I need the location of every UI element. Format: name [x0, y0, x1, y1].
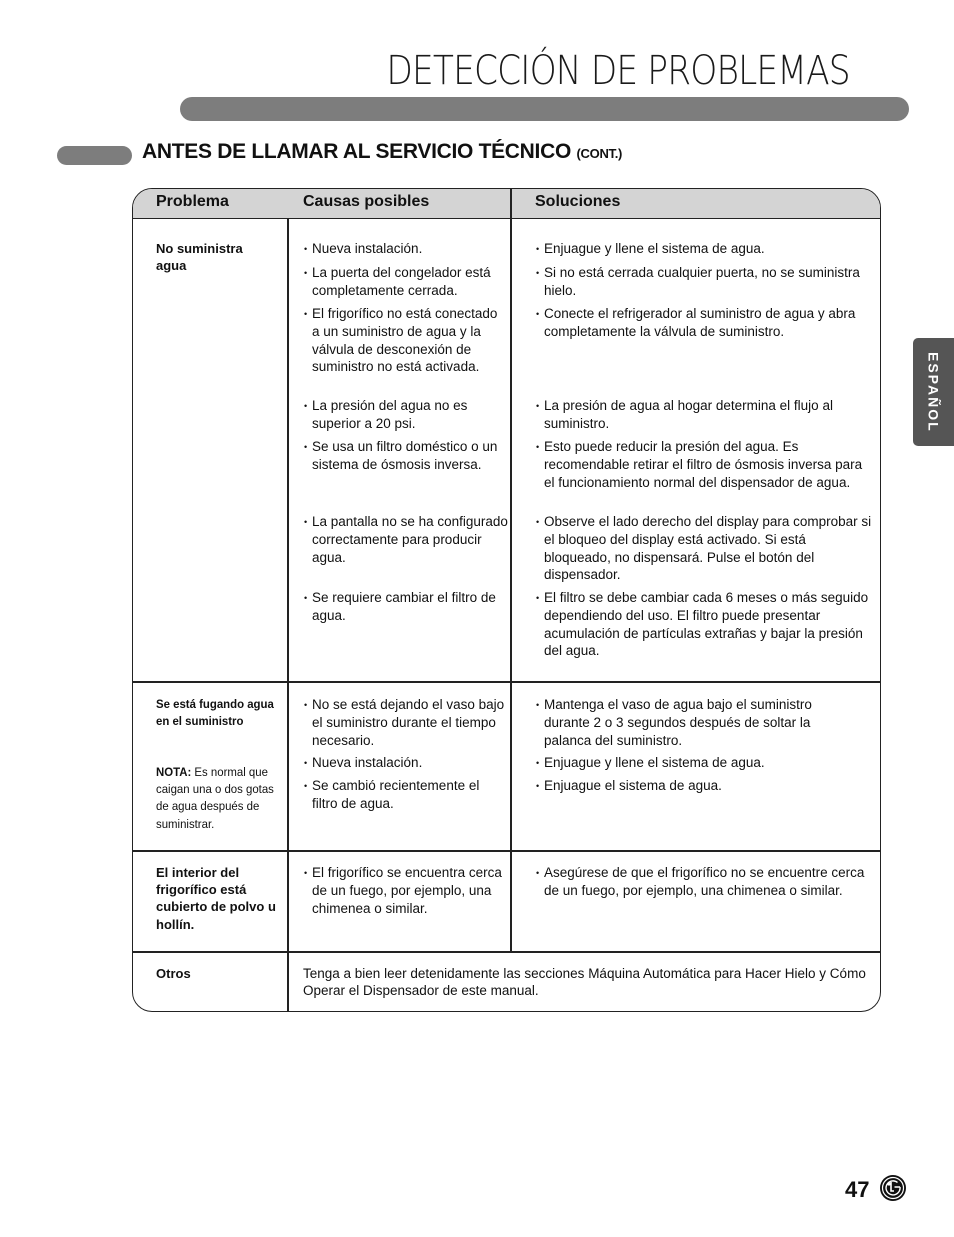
cause-item: • No se está dejando el vaso bajo el suministro durante el tiempo necesario. — [304, 696, 508, 749]
note-label: NOTA: — [156, 765, 192, 779]
solution-item: • Esto puede reducir la presión del agua. Es recomendable retirar el filtro de ósmosis inversa para el funcionamiento normal del dispensador de agua. — [536, 438, 874, 491]
column-divider — [287, 218, 289, 1011]
cause-item: • Se requiere cambiar el filtro de agua. — [304, 589, 508, 625]
cause-item: • La pantalla no se ha configurado correctamente para producir agua. — [304, 513, 508, 566]
solution-item: • La presión de agua al hogar determina el flujo al suministro. — [536, 397, 874, 433]
cause-item: • Se cambió recientemente el filtro de agua. — [304, 777, 508, 813]
problem-no-water: No suministra agua — [156, 241, 243, 274]
cause-item: • Nueva instalación. — [304, 754, 508, 772]
section-heading-cont: (CONT.) — [576, 146, 623, 161]
section-heading-text: ANTES DE LLAMAR AL SERVICIO TÉCNICO — [142, 140, 571, 163]
section-heading — [142, 140, 622, 164]
solution-item: • Enjuague el sistema de agua. — [536, 777, 874, 795]
cause-item: • La presión del agua no es superior a 20 psi. — [304, 397, 508, 433]
problem-others: Otros — [156, 966, 191, 981]
cause-item: • El frigorífico se encuentra cerca de un fuego, por ejemplo, una chimenea o similar. — [304, 864, 508, 917]
solution-item: • Asegúrese de que el frigorífico no se encuentre cerca de un fuego, por ejemplo, una chimenea o similar. — [536, 864, 874, 900]
cause-item: • Nueva instalación. — [304, 240, 508, 258]
table-header — [133, 189, 880, 219]
solution-item: • Mantenga el vaso de agua bajo el suministro durante 2 o 3 segundos después de soltar la palanca del suministro. — [536, 696, 844, 749]
solution-item: • Si no está cerrada cualquier puerta, no se suministra hielo. — [536, 264, 874, 300]
title-bar — [180, 97, 909, 121]
solution-item: • El filtro se debe cambiar cada 6 meses o más seguido dependiendo del uso. El filtro puede presentar acumulación de partículas extrañas y bajar la presión del agua. — [536, 589, 874, 660]
problem-note — [156, 764, 277, 833]
solution-item: • Enjuague y llene el sistema de agua. — [536, 754, 874, 772]
language-tab-label: ESPAÑOL — [925, 351, 942, 433]
section-pill — [57, 146, 132, 165]
column-divider — [510, 189, 512, 951]
solution-item: • Enjuague y llene el sistema de agua. — [536, 240, 874, 258]
row-divider — [133, 850, 880, 852]
note-text: Es normal que caigan una o dos gotas de agua después de suministrar. — [156, 765, 274, 831]
row-divider — [133, 951, 880, 953]
cause-item: • La puerta del congelador está completamente cerrada. — [304, 264, 508, 300]
header-causas: Causas posibles — [303, 193, 430, 210]
header-problema: Problema — [156, 193, 229, 210]
cause-item: • Se usa un filtro doméstico o un sistema de ósmosis inversa. — [304, 438, 508, 474]
solution-item: • Conecte el refrigerador al suministro de agua y abra completamente la válvula de suministro. — [536, 305, 874, 341]
page-title: DETECCIÓN DE PROBLEMAS — [386, 48, 850, 94]
row-divider — [133, 681, 880, 683]
others-text: Tenga a bien leer detenidamente las secciones Máquina Automática para Hacer Hielo y Cómo Operar el Dispensador de este manual. — [303, 966, 866, 999]
problem-dust: El interior del frigorífico está cubierto de polvo u hollín. — [156, 865, 276, 932]
solution-item: • Observe el lado derecho del display para comprobar si el bloqueo del display está activado. Si está bloqueado, no dispensará. Pulse el botón del dispensador. — [536, 513, 874, 584]
lg-logo-icon — [879, 1174, 907, 1202]
column-divider — [510, 189, 512, 218]
troubleshooting-table — [132, 188, 881, 1012]
language-tab — [913, 338, 954, 446]
page-number: 47 — [845, 1177, 870, 1202]
cause-item: • El frigorífico no está conectado a un suministro de agua y la válvula de desconexión de suministro no está activada. — [304, 305, 508, 376]
problem-leaking: Se está fugando agua en el suministro — [156, 697, 274, 729]
header-soluciones: Soluciones — [535, 193, 621, 210]
